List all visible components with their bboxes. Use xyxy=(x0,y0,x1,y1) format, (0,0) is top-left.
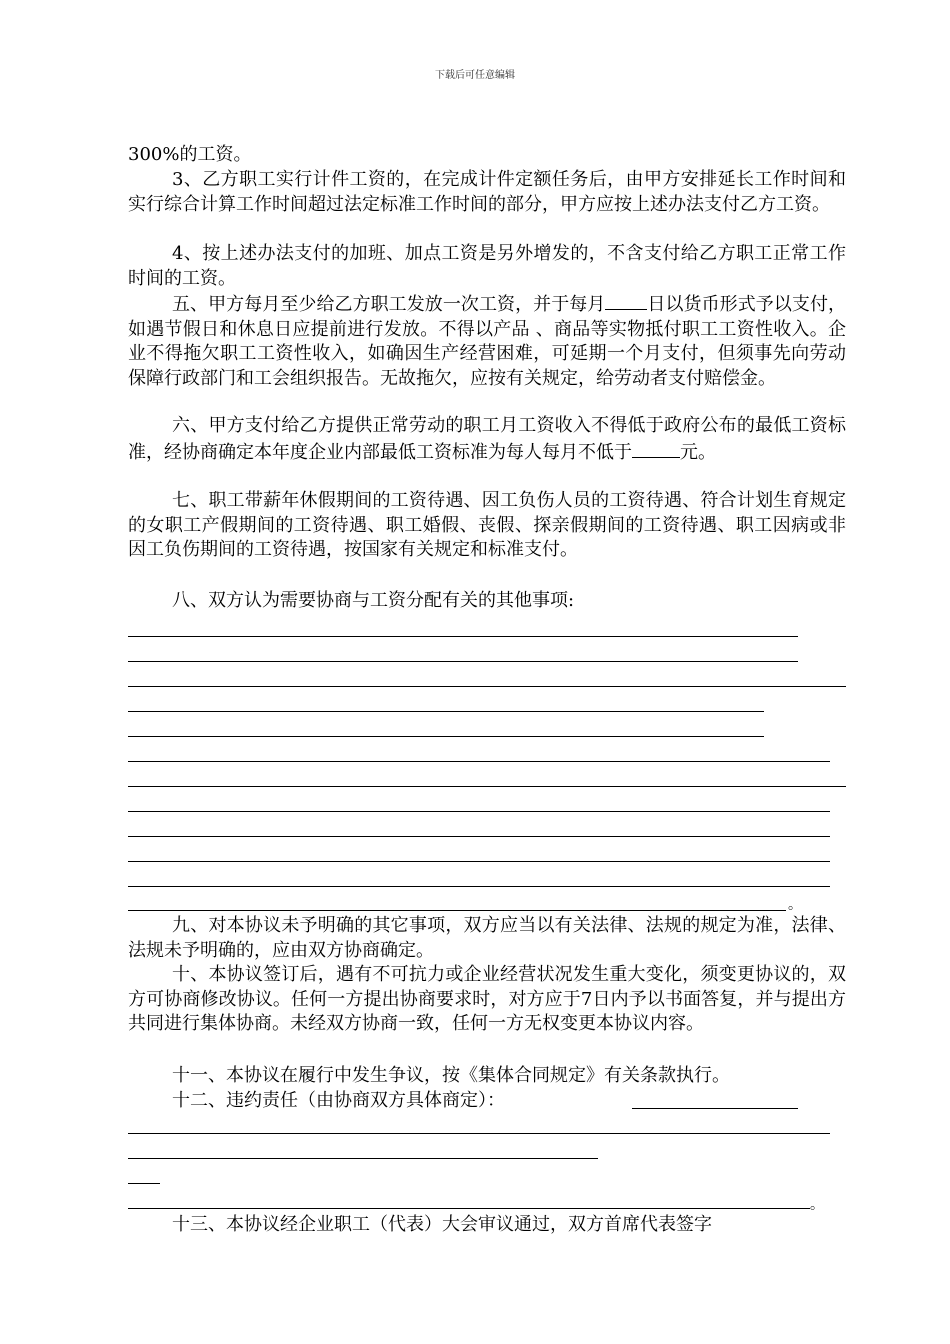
paragraph-section-6 xyxy=(128,414,846,465)
paragraph-text: 日以货币形式予以支付，如遇节假日和休息日应提前进行发放。不得以产品 、商品等实物抵付职工工资性收入。企业不得拖欠职工工资性收入，如确因生产经营困难，可延期一个月支付，但须事先向劳动保障行政部门和工会组织报告。无故拖欠，应按有关规定，给劳动者支付赔偿金。 xyxy=(128,294,847,389)
paragraph-section-11 xyxy=(128,1064,846,1089)
paragraph-section-10 xyxy=(128,963,846,1037)
paragraph-text: 十三、本协议经企业职工（代表）大会审议通过，双方首席代表签字 xyxy=(172,1214,712,1235)
paragraph-section-9 xyxy=(128,914,846,963)
paragraph-section-8 xyxy=(128,589,846,614)
breach-fill-line[interactable] xyxy=(128,1183,160,1184)
paragraph-text: 九、对本协议未予明确的其它事项，双方应当以有关法律、法规的规定为准，法律、法规未予明确的，应由双方协商确定。 xyxy=(128,915,846,961)
paragraph-text: 十一、本协议在履行中发生争议，按《集体合同规定》有关条款执行。 xyxy=(172,1065,730,1086)
breach-end-period: 。 xyxy=(810,1197,824,1213)
paragraph-text: 五、甲方每月至少给乙方职工发放一次工资，并于每月 xyxy=(172,294,606,315)
paragraph-text: 六、甲方支付给乙方提供正常劳动的职工月工资收入不得低于政府公布的最低工资标准，经协商确定本年度企业内部最低工资标准为每人每月不低于 xyxy=(128,415,846,463)
fill-line[interactable] xyxy=(128,786,846,787)
paragraph-section-12 xyxy=(128,1089,846,1114)
breach-fill-line[interactable] xyxy=(632,1108,798,1109)
paragraph-text: 3、乙方职工实行计件工资的，在完成计件定额任务后，由甲方安排延长工作时间和实行综合计算工作时间超过法定标准工作时间的部分，甲方应按上述办法支付乙方工资。 xyxy=(128,169,846,215)
fill-end-period: 。 xyxy=(788,897,802,913)
pay-day-blank[interactable] xyxy=(605,291,647,310)
paragraph-text: 4、按上述办法支付的加班、加点工资是另外增发的，不含支付给乙方职工正常工作时间的工资。 xyxy=(128,243,846,289)
fill-line[interactable] xyxy=(128,861,830,862)
fill-line[interactable] xyxy=(128,686,846,687)
fill-line[interactable] xyxy=(128,636,798,637)
fill-line[interactable] xyxy=(128,661,798,662)
minimum-wage-blank[interactable] xyxy=(632,439,680,458)
paragraph-text: 300%的工资。 xyxy=(128,144,252,165)
paragraph-item-3 xyxy=(128,168,846,217)
paragraph-text: 七、职工带薪年休假期间的工资待遇、因工负伤人员的工资待遇、符合计划生育规定的女职工产假期间的工资待遇、职工婚假、丧假、探亲假期间的工资待遇、职工因病或非因工负伤期间的工资待遇，按国家有关规定和标准支付。 xyxy=(128,490,846,561)
paragraph-wage-300 xyxy=(128,143,846,168)
fill-line[interactable] xyxy=(128,711,764,712)
breach-fill-line[interactable] xyxy=(128,1158,598,1159)
paragraph-item-4 xyxy=(128,242,846,291)
fill-line[interactable] xyxy=(128,736,764,737)
page-header: 下载后可任意编辑 xyxy=(435,70,515,81)
fill-line[interactable] xyxy=(128,811,830,812)
fill-line[interactable] xyxy=(128,886,830,887)
paragraph-text: 八、双方认为需要协商与工资分配有关的其他事项: xyxy=(172,590,575,611)
fill-line[interactable] xyxy=(128,836,830,837)
paragraph-section-13 xyxy=(128,1213,846,1238)
breach-fill-line[interactable] xyxy=(128,1133,830,1134)
fill-line[interactable] xyxy=(128,910,786,911)
paragraph-text: 十二、违约责任（由协商双方具体商定）： xyxy=(172,1090,505,1111)
paragraph-text: 元。 xyxy=(680,441,716,463)
paragraph-section-5 xyxy=(128,291,846,391)
paragraph-text: 十、本协议签订后，遇有不可抗力或企业经营状况发生重大变化，须变更协议的，双方可协商修改协议。任何一方提出协商要求时，对方应于7日内予以书面答复，并与提出方共同进行集体协商。未经双方协商一致，任何一方无权变更本协议内容。 xyxy=(128,964,846,1035)
paragraph-section-7 xyxy=(128,489,846,563)
fill-line[interactable] xyxy=(128,761,830,762)
breach-fill-line[interactable] xyxy=(128,1208,810,1209)
